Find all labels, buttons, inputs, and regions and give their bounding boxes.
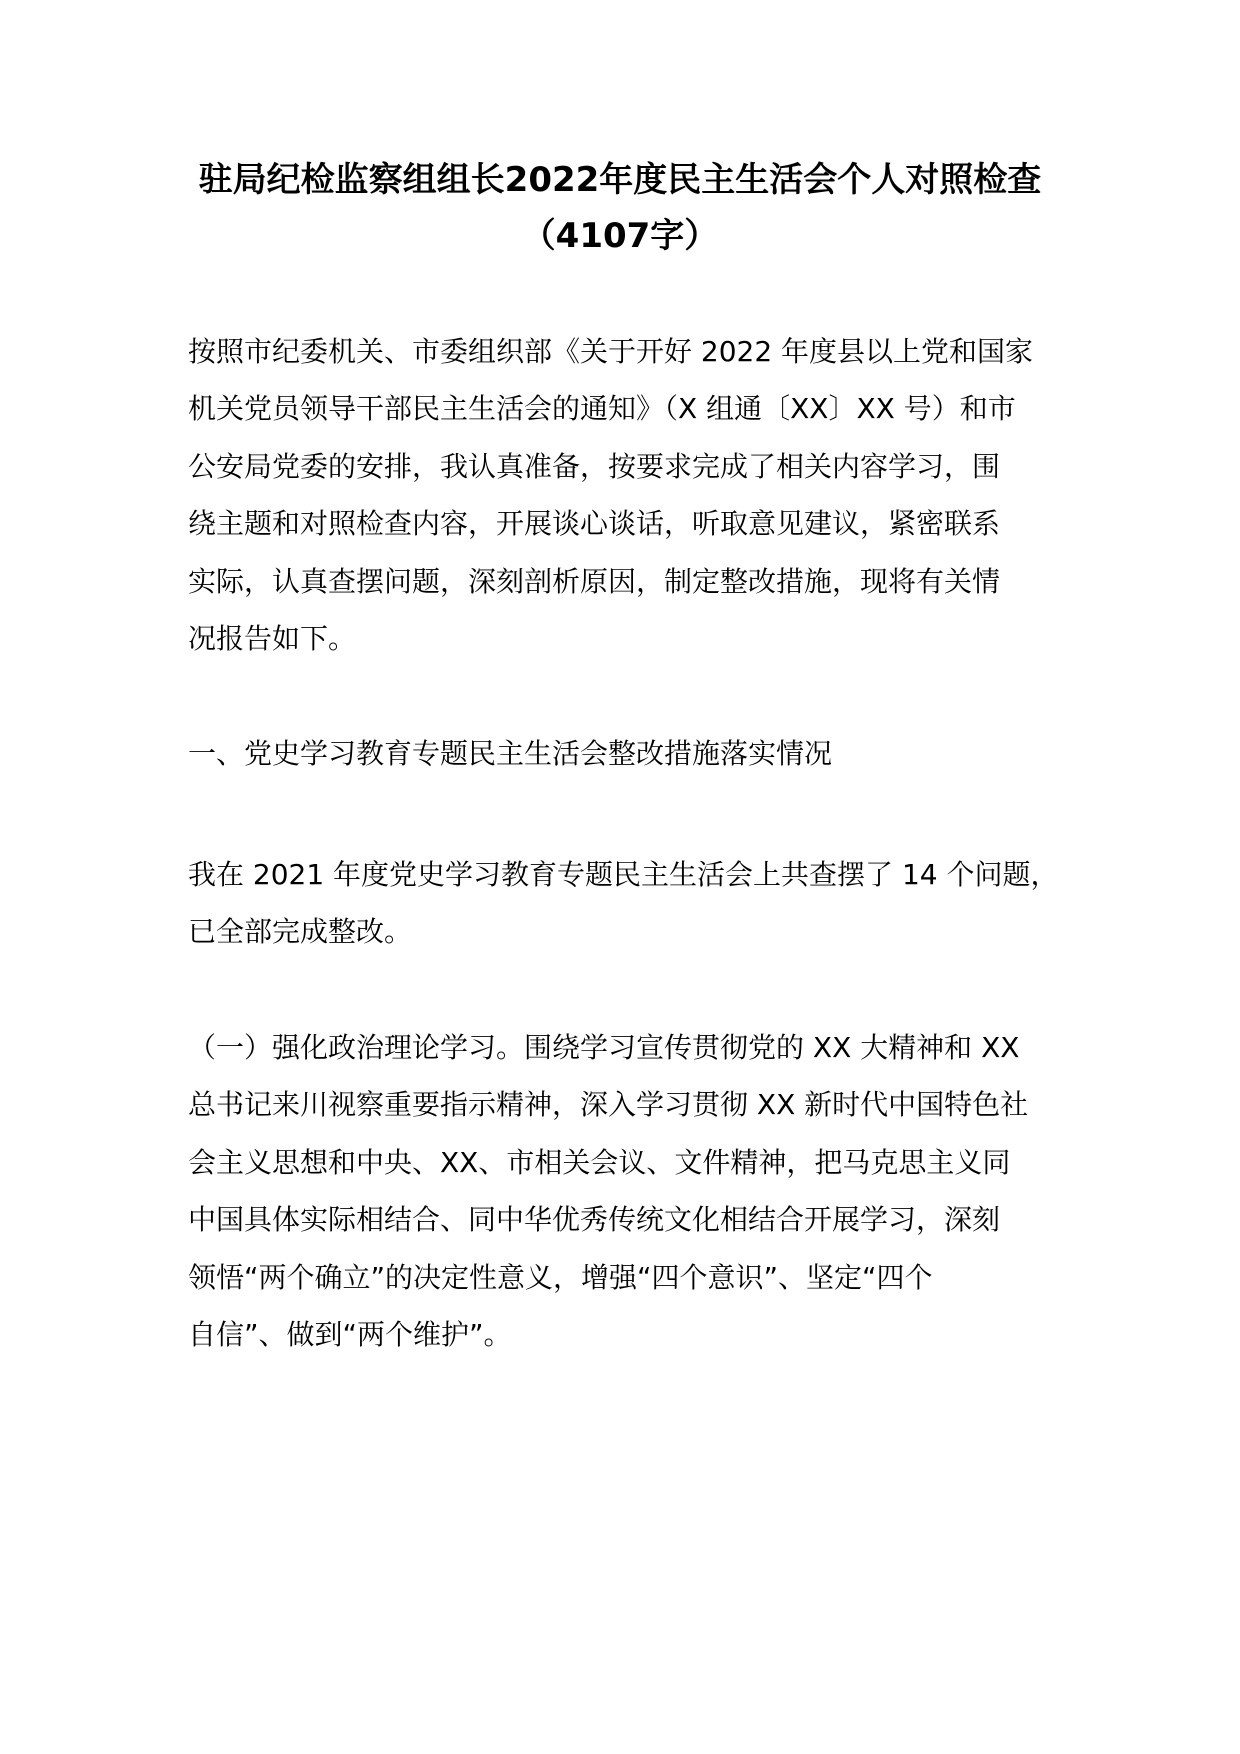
document-title: 驻局纪检监察组组长2022年度民主生活会个人对照检查 xyxy=(198,160,1042,200)
text-line: 实际，认真查摆问题，深刻剖析原因，制定整改措施，现将有关情 xyxy=(188,565,1001,598)
text-line: 领悟“两个确立”的决定性意义，增强“四个意识”、坚定“四个 xyxy=(188,1261,933,1294)
text-line: 按照市纪委机关、市委组织部《关于开好 2022 年度县以上党和国家 xyxy=(188,335,1034,368)
text-line: 机关党员领导干部民主生活会的通知》（X 组通〔XX〕XX 号）和市 xyxy=(188,392,1016,425)
text-line: （一）强化政治理论学习。围绕学习宣传贯彻党的 XX 大精神和 XX xyxy=(188,1031,1020,1064)
text-line: 总书记来川视察重要指示精神，深入学习贯彻 XX 新时代中国特色社 xyxy=(188,1088,1029,1121)
text-line: 会主义思想和中央、XX、市相关会议、文件精神，把马克思主义同 xyxy=(188,1146,1011,1179)
text-line: 我在 2021 年度党史学习教育专题民主生活会上共查摆了 14 个问题， xyxy=(188,858,1059,891)
text-line: 公安局党委的安排，我认真准备，按要求完成了相关内容学习，围 xyxy=(188,450,1001,483)
text-line: 自信”、做到“两个维护”。 xyxy=(188,1318,512,1351)
text-line: 中国具体实际相结合、同中华优秀传统文化相结合开展学习，深刻 xyxy=(188,1203,1001,1236)
text-line: 绕主题和对照检查内容，开展谈心谈话，听取意见建议，紧密联系 xyxy=(188,507,1001,540)
text-line: 况报告如下。 xyxy=(188,622,357,655)
document-word-count: （4107字） xyxy=(521,216,719,256)
text-line: 已全部完成整改。 xyxy=(188,915,413,948)
section-heading-text: 一、党史学习教育专题民主生活会整改措施落实情况 xyxy=(188,737,833,770)
